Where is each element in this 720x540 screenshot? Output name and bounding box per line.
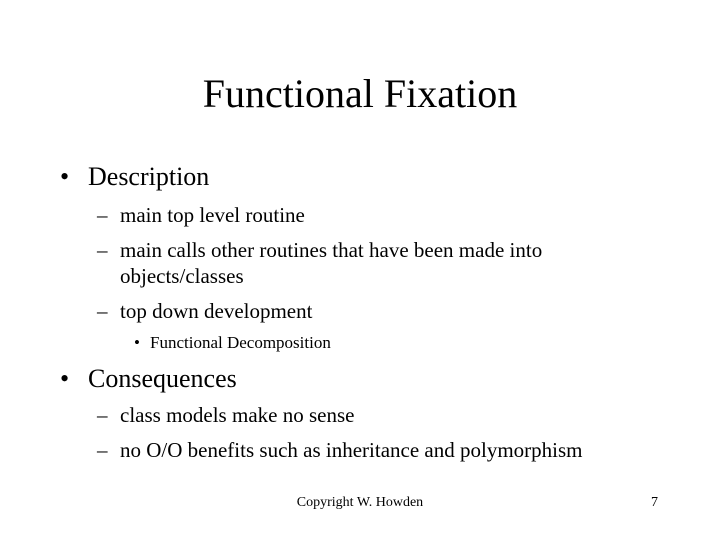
subbullet-text: main top level routine xyxy=(120,203,305,227)
subsubbullet-text: Functional Decomposition xyxy=(150,333,331,352)
subbullet-text: main calls other routines that have been made into objects/classes xyxy=(120,238,543,288)
dash-icon: – xyxy=(97,203,108,227)
dash-icon: – xyxy=(97,438,108,462)
dash-icon: – xyxy=(97,403,108,427)
dash-icon: – xyxy=(97,299,108,323)
subbullet-text: class models make no sense xyxy=(120,403,355,427)
dash-icon: – xyxy=(97,238,108,262)
bullet-label: Description xyxy=(88,162,210,191)
slide-page-number: 7 xyxy=(651,495,658,510)
subbullet-text: top down development xyxy=(120,299,313,323)
slide-title: Functional Fixation xyxy=(202,71,518,116)
footer-copyright: Copyright W. Howden xyxy=(296,495,424,510)
bullet-icon: • xyxy=(134,333,140,352)
bullet-label: Consequences xyxy=(88,364,237,393)
bullet-icon: • xyxy=(60,364,70,393)
subbullet-text: no O/O benefits such as inheritance and polymorphism xyxy=(120,438,583,462)
bullet-icon: • xyxy=(60,162,70,191)
